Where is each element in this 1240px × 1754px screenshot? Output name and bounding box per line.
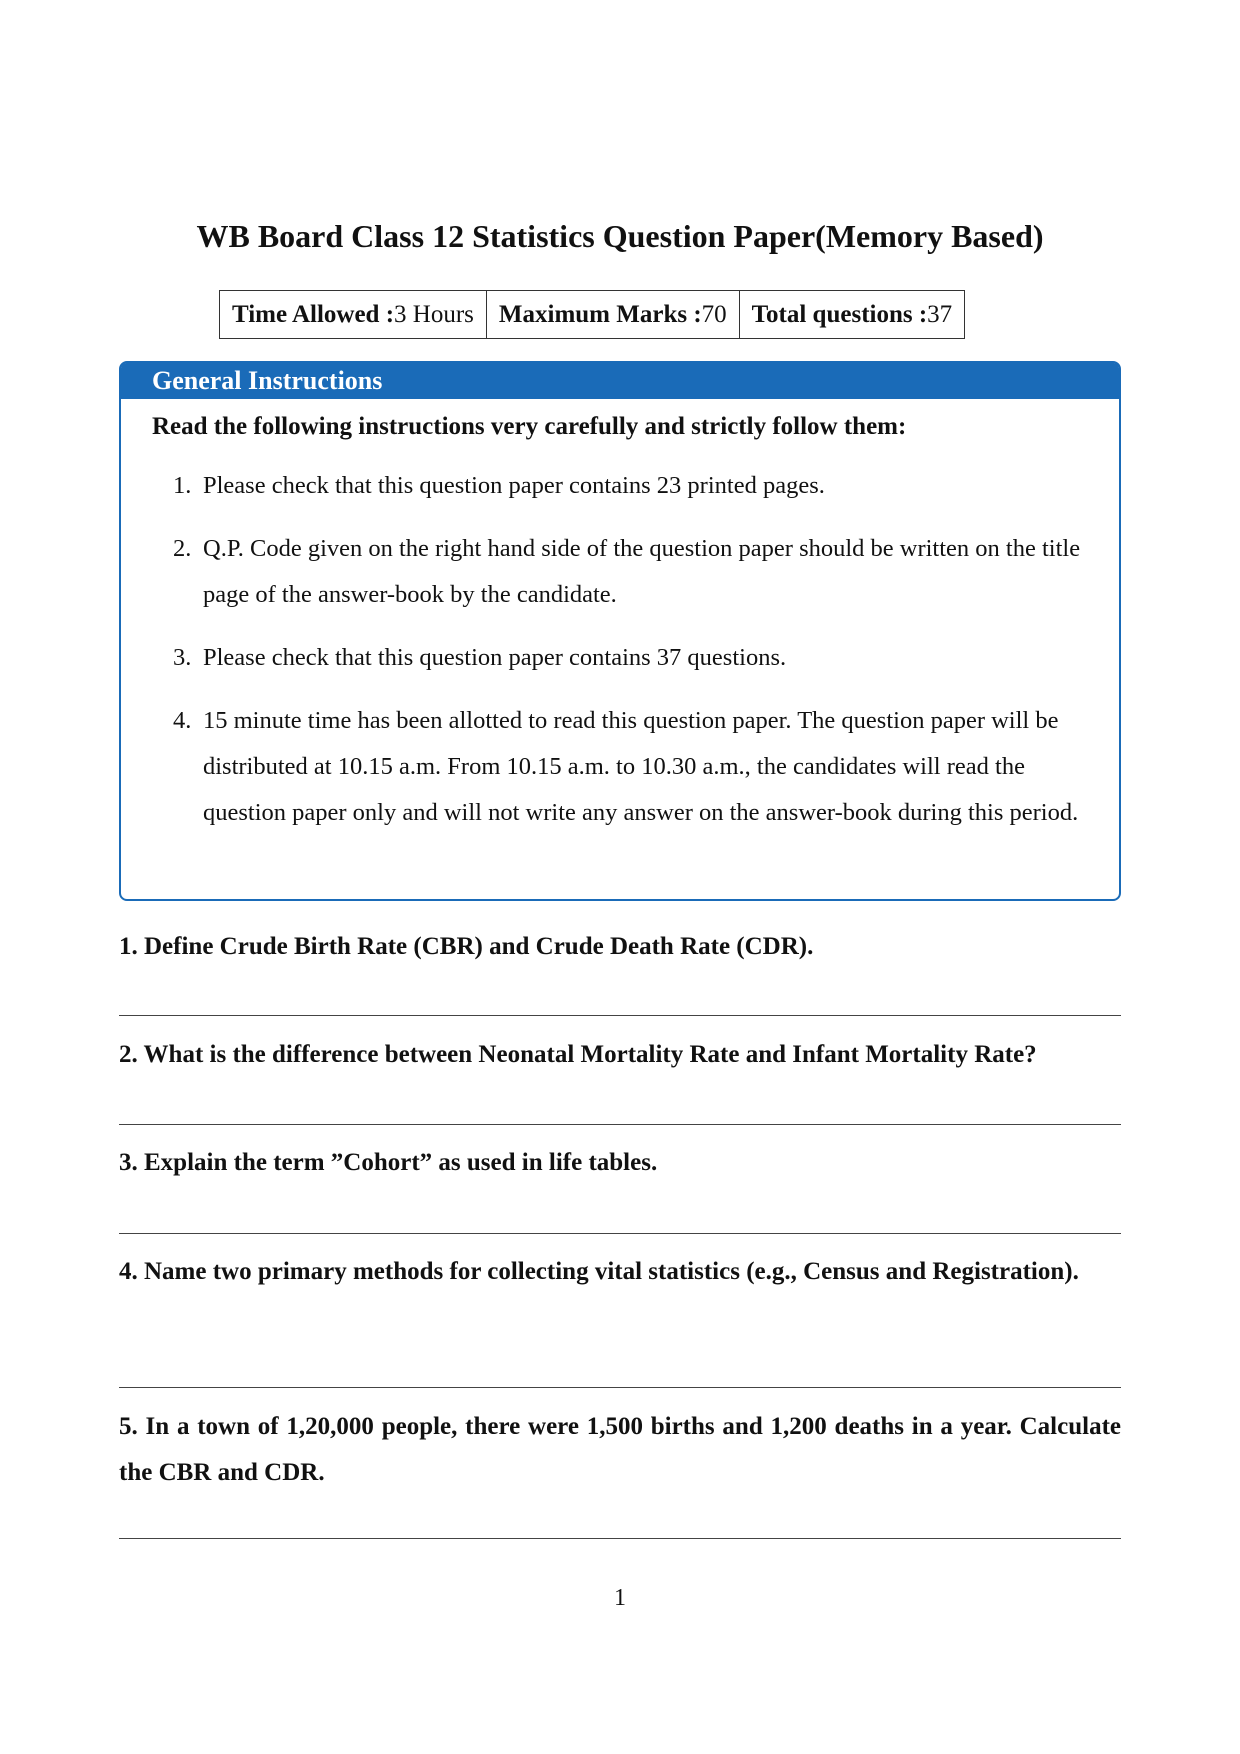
time-allowed-cell [220, 291, 487, 338]
time-allowed-value: 3 Hours [394, 301, 474, 328]
question-5: 5. In a town of 1,20,000 people, there were 1,500 births and 1,200 deaths in a year. Calculate the CBR and CDR. [119, 1413, 1121, 1486]
total-questions-value: 37 [927, 301, 953, 328]
maximum-marks-value: 70 [701, 301, 727, 328]
answer-divider [119, 1124, 1121, 1125]
time-allowed-label: Time Allowed : [232, 301, 395, 328]
answer-divider [119, 1538, 1121, 1539]
general-instructions-box [119, 361, 1121, 901]
instructions-heading: General Instructions [121, 363, 1119, 399]
maximum-marks-cell [487, 291, 740, 338]
instructions-lead: Read the following instructions very carefully and strictly follow them: [152, 413, 907, 440]
instruction-item [173, 635, 1093, 681]
page-number: 1 [614, 1585, 626, 1611]
item-number: 3. [173, 644, 192, 671]
item-number: 1. [173, 472, 192, 499]
maximum-marks-label: Maximum Marks : [498, 301, 702, 328]
instructions-list [173, 463, 1093, 853]
question-4: 4. Name two primary methods for collecting vital statistics (e.g., Census and Registration). [119, 1258, 1079, 1285]
item-text: Please check that this question paper contains 37 questions. [203, 644, 787, 671]
instruction-item [173, 463, 1093, 509]
total-questions-cell [740, 291, 965, 338]
answer-divider [119, 1015, 1121, 1016]
answer-divider [119, 1233, 1121, 1234]
page-title: WB Board Class 12 Statistics Question Paper(Memory Based) [196, 218, 1044, 254]
instruction-item [173, 698, 1093, 836]
question-2: 2. What is the difference between Neonatal Mortality Rate and Infant Mortality Rate? [119, 1041, 1037, 1068]
item-text: Q.P. Code given on the right hand side of the question paper should be written on the title page of the answer-book by the candidate. [203, 535, 1081, 608]
exam-info-table [219, 290, 965, 339]
item-number: 4. [173, 707, 192, 734]
item-text: 15 minute time has been allotted to read this question paper. The question paper will be distributed at 10.15 a.m. From 10.15 a.m. to 10.30 a.m., the candidates will read the question paper only and will not write any answer on the answer-book during this period. [203, 707, 1079, 826]
answer-divider [119, 1387, 1121, 1388]
question-1: 1. Define Crude Birth Rate (CBR) and Crude Death Rate (CDR). [119, 933, 814, 960]
item-number: 2. [173, 535, 192, 562]
question-3: 3. Explain the term ”Cohort” as used in life tables. [119, 1149, 658, 1176]
item-text: Please check that this question paper contains 23 printed pages. [203, 472, 825, 499]
total-questions-label: Total questions : [751, 301, 928, 328]
instruction-item [173, 526, 1093, 618]
